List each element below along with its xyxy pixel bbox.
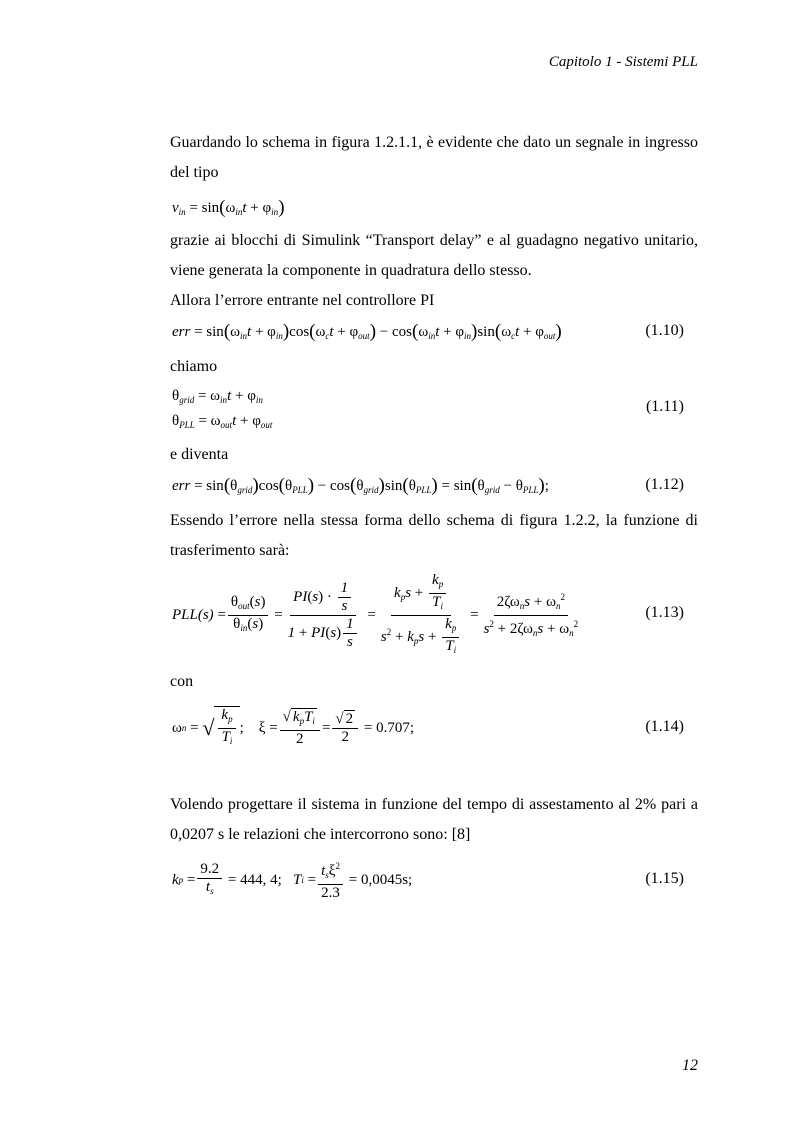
equation-1-12: err = $\sin(\theta_{grid})\cos(\theta_{PLL}) - \cos(\theta_{grid})\sin(\theta_{PLL}) = \sin(\theta_{grid} - \theta_{PLL})$; <box>172 475 549 496</box>
equation-number-1-12: (1.12) <box>645 476 684 493</box>
equation-vin: $v_{in} = \sin(\omega_{in}t + \varphi_{in})$ <box>172 197 285 218</box>
equation-number-1-11: (1.11) <box>645 398 684 415</box>
paragraph-diventa: e diventa <box>170 446 229 463</box>
xi-value: = 0.707; <box>363 719 415 736</box>
page-number: 12 <box>682 1057 698 1074</box>
equation-1-14: ω n = √ $\frac{k_p}{T_i}$ ; ξ = $\frac{√ k_pT_i}{2}$ = $\frac{√ 2}{2}$ = 0.707; <box>172 706 414 750</box>
paragraph-error: Allora l’errore entrante nel controllore PI <box>170 292 435 309</box>
equation-number-1-13: (1.13) <box>645 604 684 621</box>
equation-number-1-15: (1.15) <box>645 870 684 887</box>
equation-1-10: err = $\sin(\omega_{in}t + \varphi_{in})\cos(\omega_ct + \varphi_{out}) - \cos(\omega_{in}t + \varphi_{in})\sin(\omega_ct + \varphi_{out})$ <box>172 321 562 342</box>
paragraph-con: con <box>170 673 194 690</box>
ti-value: = 0,0045s; <box>348 871 413 888</box>
paragraph-chiamo: chiamo <box>170 358 218 375</box>
chapter-header: Capitolo 1 - Sistemi PLL <box>548 54 698 70</box>
equation-1-13: PLL(s) = $\frac{\theta_{out}(s)}{\theta_{in}(s)}$ = PI(s) · $\frac{1}{s}$ 1 + PI(s) $\frac{1}{s}$ = $k_ps$ + $\frac{k_p}{T_i}$ $s^2 + k_ps$ + $\frac{k_p}{T_i}$ = $\frac{2\zeta\omega_ns + \omega_n^2}{s^2 + 2\zeta\omega_ns + \omega_n^2}$ <box>172 572 579 655</box>
equation-number-1-10: (1.10) <box>645 322 684 339</box>
paragraph-intro: Guardando lo schema in figura 1.2.1.1, è evidente che dato un segnale in ingresso del tipo <box>170 134 698 181</box>
equation-theta-pll: $\theta_{PLL} = \omega_{out}t + \varphi_{out}$ <box>172 413 273 430</box>
paragraph-settling-time: Volendo progettare il sistema in funzione del tempo di assestamento al 2% pari a 0,0207 s le relazioni che intercorrono sono: [8] <box>170 796 698 843</box>
paragraph-simulink: grazie ai blocchi di Simulink “Transport delay” e al guadagno negativo unitario, viene generata la componente in quadratura dello stesso. <box>170 232 698 279</box>
equation-theta-grid: $\theta_{grid} = \omega_{in}t + \varphi_{in}$ <box>172 388 263 405</box>
equation-number-1-14: (1.14) <box>645 718 684 735</box>
equation-1-15: k p = $\frac{9.2}{t_s}$ = 444, 4; T i = $\frac{t_s\xi^2}{2.3}$ = 0,0045s; <box>172 858 412 902</box>
kp-value: = 444, 4; <box>227 871 282 888</box>
paragraph-transfer: Essendo l’errore nella stessa forma dello schema di figura 1.2.2, la funzione di trasferimento sarà: <box>170 512 698 559</box>
